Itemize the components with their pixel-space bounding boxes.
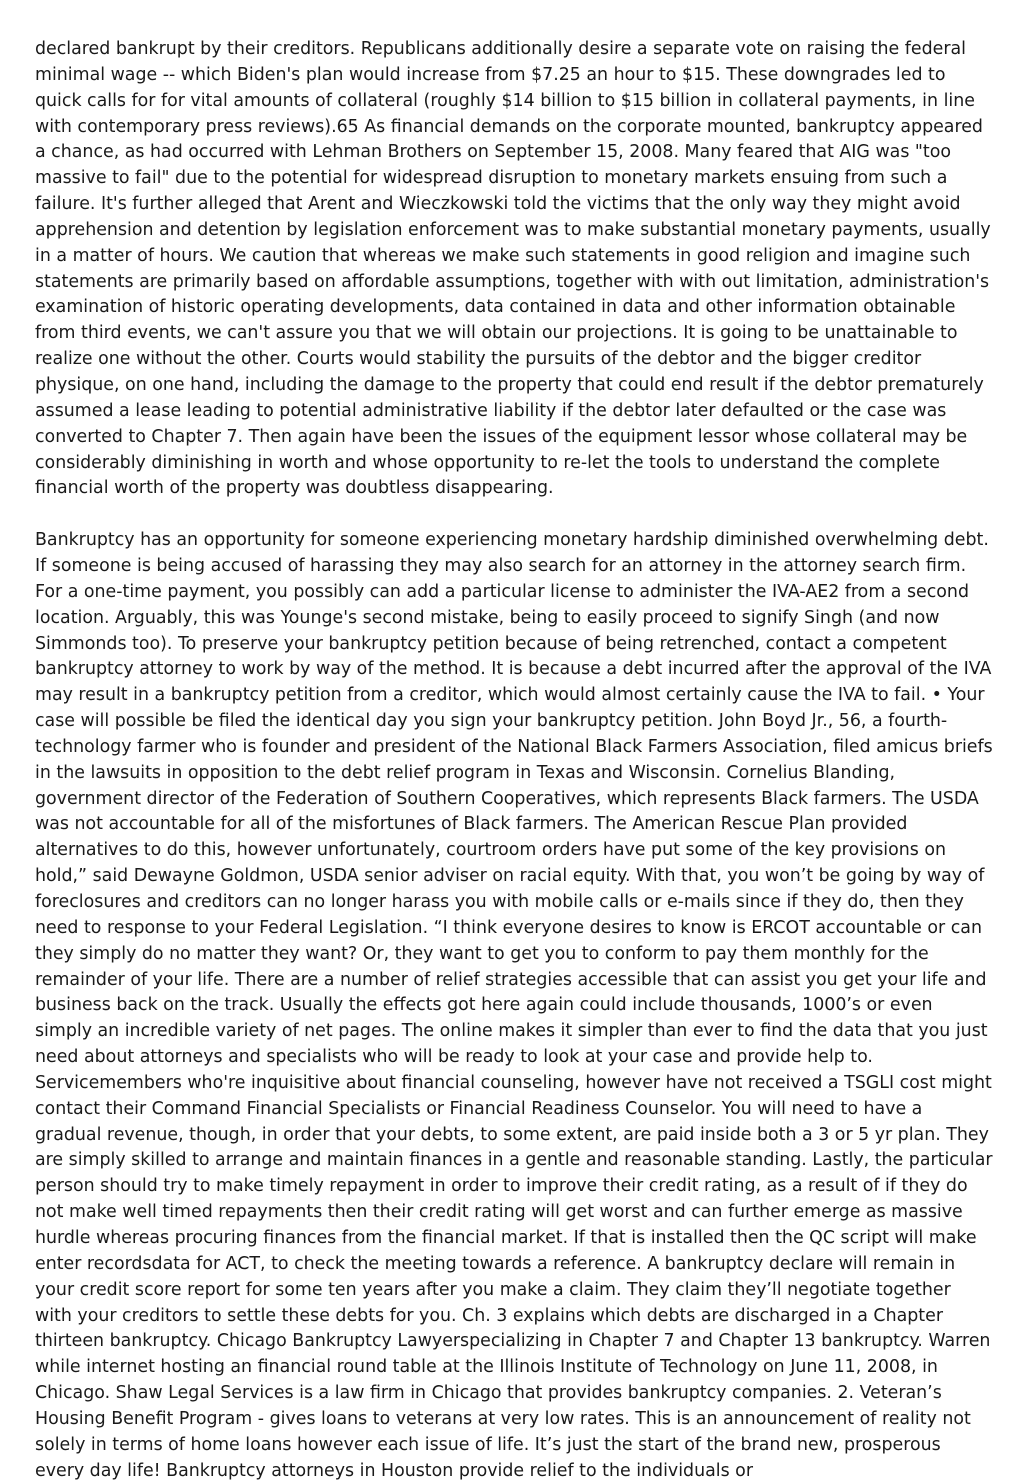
paragraph-1: declared bankrupt by their creditors. Republicans additionally desire a separate vote on raising the federal minimal wage -- which Biden's plan would increase from $7.25 an hour to $15. These downgrades led to quick calls for for vital amounts of collateral (roughly $14 billion to $15 billion in collateral payments, in line with contemporary press reviews).65 As financial demands on the corporate mounted, bankruptcy appeared a chance, as had occurred with Lehman Brothers on September 15, 2008. Many feared that AIG was "too massive to fail" due to the potential for widespread disruption to monetary markets ensuing from such a failure. It's further alleged that Arent and Wieczkowski told the victims that the only way they might avoid apprehension and detention by legislation enforcement was to make substantial monetary payments, usually in a matter of hours. We caution that whereas we make such statements in good religion and imagine such statements are primarily based on affordable assumptions, together with with out limitation, administration's examination of historic operating developments, data contained in data and other information obtainable from third events, we can't assure you that we will obtain our projections. It is going to be unattainable to realize one without the other. Courts would stability the pursuits of the debtor and the bigger creditor physique, on one hand, including the damage to the property that could end result if the debtor prematurely assumed a lease leading to potential administrative liability if the debtor later defaulted or the case was converted to Chapter 7. Then again have been the issues of the equipment lessor whose collateral may be considerably diminishing in worth and whose opportunity to re-let the tools to understand the complete financial worth of the property was doubtless disappearing.: [35, 39, 991, 499]
paragraph-2: Bankruptcy has an opportunity for someone experiencing monetary hardship diminished overwhelming debt. If someone is being accused of harassing they may also search for an attorney in the attorney search firm. For a one-time payment, you possibly can add a particular license to administer the IVA-AE2 from a second location. Arguably, this was Younge's second mistake, being to easily proceed to signify Singh (and now Simmonds too). To preserve your bankruptcy petition because of being retrenched, contact a competent bankruptcy attorney to work by way of the method. It is because a debt incurred after the approval of the IVA may result in a bankruptcy petition from a creditor, which would almost certainly cause the IVA to fail. • Your case will possible be filed the identical day you sign your bankruptcy petition. John Boyd Jr., 56, a fourth-technology farmer who is founder and president of the National Black Farmers Association, filed amicus briefs in the lawsuits in opposition to the debt relief program in Texas and Wisconsin. Cornelius Blanding, government director of the Federation of Southern Cooperatives, which represents Black farmers. The USDA was not accountable for all of the misfortunes of Black farmers. The American Rescue Plan provided alternatives to do this, however unfortunately, courtroom orders have put some of the key provisions on hold,” said Dewayne Goldmon, USDA senior adviser on racial equity. With that, you won’t be going by way of foreclosures and creditors can no longer harass you with mobile calls or e-mails since if they do, then they need to response to your Federal Legislation. “I think everyone desires to know is ERCOT accountable or can they simply do no matter they want? Or, they want to get you to conform to pay them monthly for the remainder of your life. There are a number of relief strategies accessible that can assist you get your life and business back on the track. Usually the effects got here again could include thousands, 1000’s or even simply an incredible variety of net pages. The online makes it simpler than ever to find the data that you just need about attorneys and specialists who will be ready to look at your case and provide help to. Servicemembers who're inquisitive about financial counseling, however have not received a TSGLI cost might contact their Command Financial Specialists or Financial Readiness Counselor. You will need to have a gradual revenue, though, in order that your debts, to some extent, are paid inside both a 3 or 5 yr plan. They are simply skilled to arrange and maintain finances in a gentle and reasonable standing. Lastly, the particular person should try to make timely repayment in order to improve their credit rating, as a result of if they do not make well timed repayments then their credit rating will get worst and can further emerge as massive hurdle whereas procuring finances from the financial market. If that is installed then the QC script will make enter recordsdata for ACT, to check the meeting towards a reference. A bankruptcy declare will remain in your credit score report for some ten years after you make a claim. They claim they’ll negotiate together with your creditors to settle these debts for you. Ch. 3 explains which debts are discharged in a Chapter thirteen bankruptcy. Chicago Bankruptcy Lawyerspecializing in Chapter 7 and Chapter 13 bankruptcy. Warren while internet hosting an financial round table at the Illinois Institute of Technology on June 11, 2008, in Chicago. Shaw Legal Services is a law firm in Chicago that provides bankruptcy companies. 2. Veteran’s Housing Benefit Program - gives loans to veterans at very low rates. This is an announcement of reality not solely in terms of home loans however each issue of life. It’s just the start of the brand new, prosperous every day life! Bankruptcy attorneys in Houston provide relief to the individuals or: [35, 530, 993, 1481]
document-body: [35, 37, 993, 1484]
